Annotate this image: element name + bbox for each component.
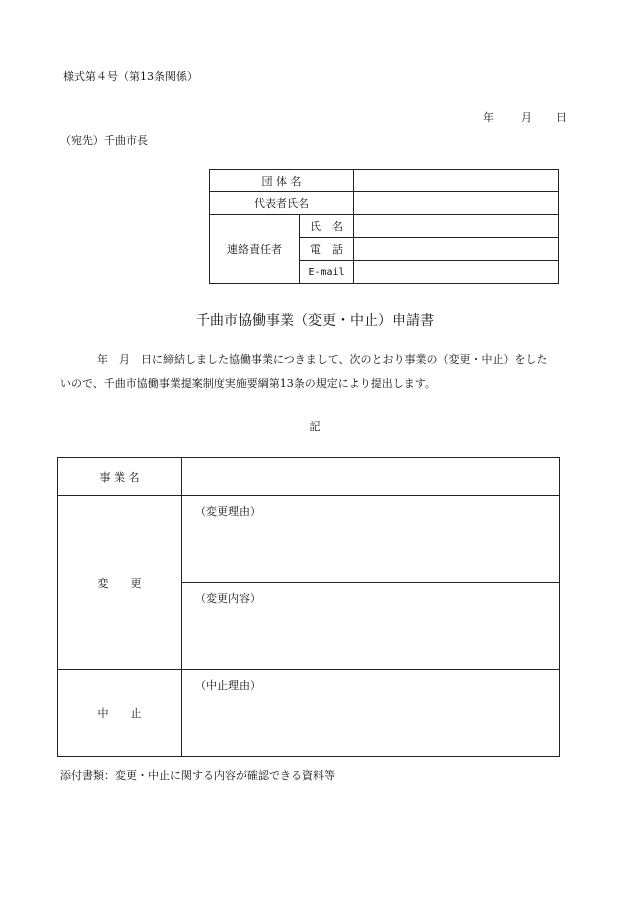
change-reason-label: （変更理由） xyxy=(195,505,261,518)
project-name-field[interactable] xyxy=(182,458,560,496)
change-content-label: （変更内容） xyxy=(195,592,261,605)
cancel-reason-label: （中止理由） xyxy=(195,679,261,692)
contact-phone-field[interactable] xyxy=(354,238,559,261)
date-month: 月 xyxy=(521,111,532,124)
form-number: 様式第４号（第13条関係） xyxy=(63,70,198,83)
addressee: （宛先）千曲市長 xyxy=(60,134,148,147)
cancel-reason-field[interactable] xyxy=(182,670,560,757)
org-name-label: 団 体 名 xyxy=(210,170,354,192)
change-label: 変 更 xyxy=(58,496,182,670)
date-year: 年 xyxy=(483,111,494,124)
contact-name-label: 氏 名 xyxy=(300,215,354,238)
main-table xyxy=(57,457,560,757)
document-title: 千曲市協働事業（変更・中止）申請書 xyxy=(196,313,434,329)
body-line-2: いので、千曲市協働事業提案制度実施要綱第13条の規定により提出します。 xyxy=(60,377,436,390)
body-line-1: 年 月 日に締結しました協働事業につきまして、次のとおり事業の（変更・中止）をした xyxy=(97,353,548,366)
contact-phone-label: 電 話 xyxy=(300,238,354,261)
contact-email-label: E-mail xyxy=(300,261,354,284)
rep-name-field[interactable] xyxy=(354,192,559,215)
contact-name-field[interactable] xyxy=(354,215,559,238)
applicant-table xyxy=(209,169,559,284)
ki-label: 記 xyxy=(309,420,321,433)
change-content-field[interactable] xyxy=(182,583,560,670)
cancel-label: 中 止 xyxy=(58,670,182,757)
attachment-note: 添付書類：変更・中止に関する内容が確認できる資料等 xyxy=(60,769,335,782)
rep-name-label: 代表者氏名 xyxy=(210,192,354,215)
project-name-label: 事 業 名 xyxy=(58,458,182,496)
contact-email-field[interactable] xyxy=(354,261,559,284)
contact-person-label: 連絡責任者 xyxy=(210,215,300,284)
date-day: 日 xyxy=(556,111,567,124)
org-name-field[interactable] xyxy=(354,170,559,192)
change-reason-field[interactable] xyxy=(182,496,560,583)
